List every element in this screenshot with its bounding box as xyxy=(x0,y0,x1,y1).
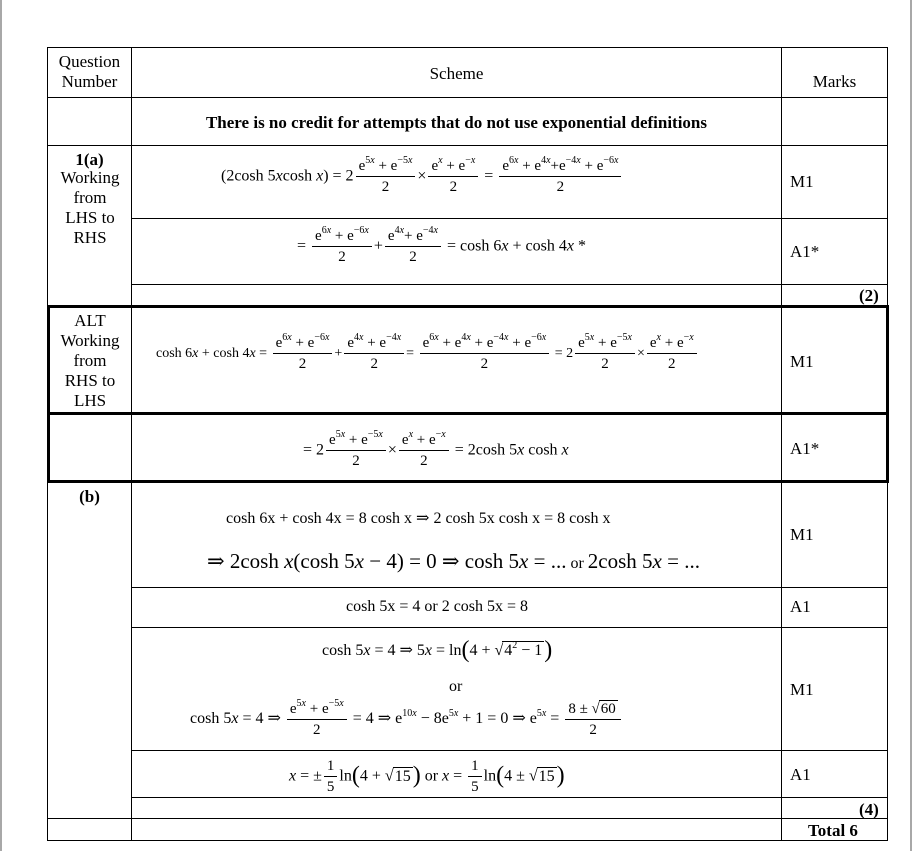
part-b-line2-or: or xyxy=(570,555,584,572)
header-marks: Marks xyxy=(812,72,857,91)
part-b-row4-mark: A1 xyxy=(790,765,811,784)
alt-line1: cosh 6x + cosh 4x = $\frac{e^{6x} + e^{-6x}}{2}$ + $\frac{e^{4x} + e^{-4x}}{2}$ = $\frac{e^{6x} + e^{4x} + e^{-4x} + e^{-6x}}{2}$ = 2 $\frac{e^{5x} + e^{-5x}}{2}$ × $\frac{e^x + e^{-x}}{2}$ xyxy=(156,335,699,373)
part-b-label: (b) xyxy=(79,487,100,506)
alt-row1-mark: M1 xyxy=(790,352,814,371)
alt-line2: = 2 $\frac{e^{5x} + e^{-5x}}{2}$ × $\frac{e^x + e^{-x}}{2}$ = 2cosh 5x cosh x xyxy=(303,429,569,469)
part-a-row2-mark: A1* xyxy=(790,242,820,261)
part-b-subtotal: (4) xyxy=(859,800,879,819)
part-a-line1: (2cosh 5xcosh x) = 2 $\frac{e^{5x} + e^{-5x}}{2}$ × $\frac{e^x + e^{-x}}{2}$ = $\frac{e^{6x} + e^{4x}+e^{-4x} + e^{-6x}}{2}$ xyxy=(221,158,623,196)
part-a-line2: = $\frac{e^{6x} + e^{-6x}}{2}$ + $\frac{e^{4x}+ e^{-4x}}{2}$ = cosh 6x + cosh 4x * xyxy=(297,225,586,265)
part-a-subtotal: (2) xyxy=(859,286,879,305)
page-edge-left xyxy=(0,0,2,851)
alt-label: ALT Working from RHS to LHS xyxy=(60,311,120,410)
part-a-label: 1(a) xyxy=(75,150,104,169)
part-b-line4-or: or xyxy=(449,678,463,695)
part-b-line3b: 2 cosh 5x = 8 xyxy=(441,598,529,615)
part-b-line6: x = ± $\frac{1}{5}$ ln(4 + √15) or x = $\frac{1}{5}$ ln(4 ± √15) xyxy=(289,758,565,795)
header-question-number: Question Number xyxy=(58,52,121,91)
part-b-line3-or: or xyxy=(424,598,438,615)
part-b-line3 xyxy=(346,598,528,616)
notice: There is no credit for attempts that do not use exponential definitions xyxy=(205,113,708,132)
part-b-row3-mark: M1 xyxy=(790,680,814,699)
alt-row2-mark: A1* xyxy=(790,439,820,458)
part-b-line6-or: or xyxy=(424,767,439,785)
part-b-line3a: cosh 5x = 4 xyxy=(346,598,421,615)
part-a-row1-mark: M1 xyxy=(790,172,814,191)
part-b-row1-mark: M1 xyxy=(790,525,814,544)
part-a-method: Working from LHS to RHS xyxy=(60,168,120,247)
part-b-line1: cosh 6x + cosh 4x = 8 cosh x ⇒ 2 cosh 5x cosh x = 8 cosh x xyxy=(226,510,611,527)
part-b-line2: ⇒ 2cosh x(cosh 5x − 4) = 0 ⇒ cosh 5x = ... or 2cosh 5x = ... xyxy=(207,549,700,573)
header-scheme: Scheme xyxy=(429,64,484,83)
part-b-row2-mark: A1 xyxy=(790,597,811,616)
part-b-line5: cosh 5x = 4 ⇒ $\frac{e^{5x} + e^{-5x}}{2}$ = 4 ⇒ $e^{10x} - 8e^{5x} + 1 = 0$ ⇒ $e^{5x}$ = $\frac{8 \pm √60}{2}$ xyxy=(190,700,623,739)
part-b-line4: cosh 5x = 4 ⇒ $5x = \ln(4 + √4^2 - 1)$ xyxy=(322,637,553,663)
total-marks: Total 6 xyxy=(808,821,858,840)
